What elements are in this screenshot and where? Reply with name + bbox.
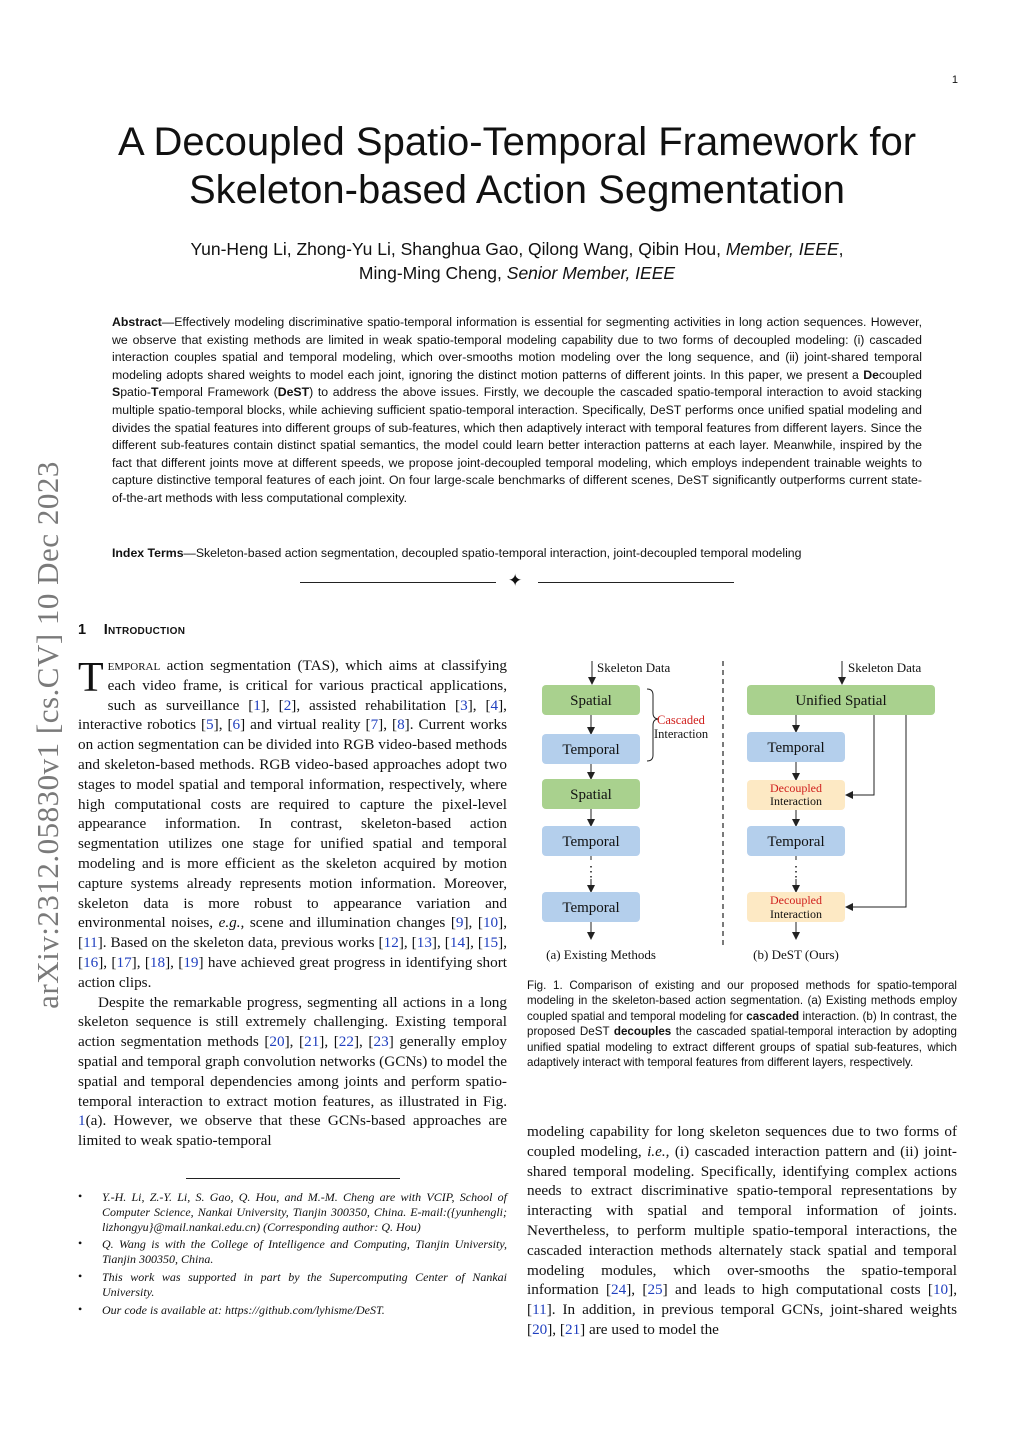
- abstract-name-part: emporal Framework (: [158, 385, 278, 400]
- author-list: Yun-Heng Li, Zhong-Yu Li, Shanghua Gao, Qilong Wang, Qibin Hou, Member, IEEE, Ming-Ming Cheng, Senior Member, IEEE: [190, 239, 844, 283]
- abstract-name-part: De: [863, 367, 879, 382]
- citation-link[interactable]: 10: [932, 1281, 949, 1299]
- cascaded-label-black: Interaction: [654, 727, 709, 741]
- authors-line-2: Ming-Ming Cheng,: [358, 263, 502, 283]
- emphasis-text: i.e.,: [647, 1142, 670, 1160]
- citation-link[interactable]: 1: [78, 1112, 86, 1130]
- citation-link[interactable]: 4: [490, 696, 499, 714]
- author-role-1: Member, IEEE: [725, 239, 839, 259]
- citation-link[interactable]: 7: [370, 716, 379, 734]
- citation-link[interactable]: 18: [149, 953, 166, 971]
- paper-title: [80, 118, 954, 214]
- index-text: —Skeleton-based action segmentation, decoupled spatio-temporal interaction, joint-decoupled temporal modeling: [183, 546, 802, 560]
- left-input-label: Skeleton Data: [597, 660, 671, 675]
- footnote: • Y.-H. Li, Z.-Y. Li, S. Gao, Q. Hou, and M.-M. Cheng are with VCIP, School of Computer Science, Nankai University, Tianjin 300350, China. E-mail:({yunhengli; lizhongyu}@mail.nankai.edu.cn) (Corresponding author: Q. Hou): [78, 1189, 507, 1234]
- citation-link[interactable]: 9: [455, 914, 464, 932]
- decoupled-label-red: Decoupled: [770, 781, 822, 795]
- section-title: Introduction: [103, 622, 186, 638]
- intro-paragraph-2: Despite the remarkable progress, segmenting all actions in a long skeleton sequence is still extremely challenging. Existing temporal action segmentation methods [20], [21], [22], [23] generally employ spatial and temporal graph convolution networks (GCNs) to model the spatial and temporal dependencies among joints and perform spatio-temporal interaction to extract motion features, as illustrated in Fig. 1(a). However, we observe that these GCNs-based approaches are limited to weak spatio-temporal: [78, 993, 507, 1150]
- bold-text: cascaded: [746, 1009, 800, 1023]
- intro-column-right: [527, 1122, 957, 1340]
- citation-link[interactable]: 15: [482, 934, 499, 952]
- right-ellipsis: ⋮: [789, 865, 803, 880]
- citation-link[interactable]: 25: [647, 1281, 663, 1299]
- citation-link[interactable]: 1: [253, 696, 261, 714]
- citation-link[interactable]: 20: [269, 1033, 285, 1051]
- citation-link[interactable]: 21: [304, 1033, 320, 1051]
- left-block-label: Temporal: [562, 742, 620, 758]
- index-terms: [112, 546, 922, 560]
- footnotes: [78, 1190, 507, 1320]
- citation-link[interactable]: 6: [232, 716, 241, 734]
- abstract-text-2: ) to address the above issues. Firstly, we decouple the cascaded spatio-temporal interaction to avoid stacking multiple spatio-temporal blocks, while achieving sufficient spatio-temporal interaction. Specifically, DeST performs once unified spatial modeling and divides the spatial features into different groups of sub-features, which then adaptively interact with temporal features from different layers. Since the different sub-features contain distinct spatial semantics, the model could learn better interaction patterns at each layer. Meanwhile, inspired by the fact that different joints move at different speeds, we propose joint-decoupled temporal modeling, which employs independent trainable weights to capture distinctive temporal features of each joint. On four large-scale benchmarks of different scenes, DeST significantly outperforms current state-of-the-art methods with less computational complexity.: [112, 385, 922, 505]
- footnote: • This work was supported in part by the Supercomputing Center of Nankai University.: [78, 1268, 507, 1299]
- section-divider: [300, 572, 734, 592]
- citation-link[interactable]: 24: [611, 1281, 627, 1299]
- citation-link[interactable]: 12: [383, 934, 399, 952]
- figure-1: [527, 655, 957, 970]
- left-block-label: Spatial: [570, 787, 612, 803]
- figure-1-caption: Fig. 1. Comparison of existing and our proposed methods for spatio-temporal modeling in the skeleton-based action segmentation. (a) Existing methods employ coupled spatial and temporal modeling for cascaded interaction. (b) In contrast, the proposed DeST decouples the cascaded spatial-temporal interaction by adopting unified spatial modeling to extract different groups of spatial sub-features, which adaptively interact with temporal features from different layers, respectively.: [527, 979, 958, 1070]
- right-column-paragraph: modeling capability for long skeleton sequences due to two forms of coupled modeling, i.e., (i) cascaded interaction pattern and (ii) joint-shared temporal modeling. Specifically, identifying complex actions needs to extract discriminative spatio-temporal representations by interacting with spatial and temporal information of joints. Nevertheless, to perform multiple spatio-temporal interactions, the cascaded interaction methods alternately stack spatial and temporal modeling modules, which over-smooths the spatio-temporal information [24], [25] and leads to high computational costs [10], [11]. In addition, in previous temporal GCNs, joint-shared weights [20], [21] are used to model the: [527, 1123, 957, 1338]
- caption-a: (a) Existing Methods: [546, 947, 656, 962]
- citation-link[interactable]: 13: [416, 934, 432, 952]
- intro-p1-text: action segmentation (TAS), which aims at classifying each video frame, is critical for various practical applications, such as surveillance [1], [2], assisted rehabilitation [3], [4], interactive robotics [5], [6] and virtual reality [7], [8]. Current works on action segmentation can be divided into RGB video-based methods and skeleton-based methods. RGB video-based approaches adopt two stages to model spatial and temporal information, respectively, where high computational costs are required to capture the pixel-level appearance information. In contrast, skeleton-based action segmentation utilizes one stage for unified spatial and temporal modeling and is more efficient as the skeleton acquired by motion capture systems already represents motion information. Moreover, skeleton data is more robust to appearance variation and environmental noises, e.g., scene and illumination changes [9], [10], [11]. Based on the skeleton data, previous works [12], [13], [14], [15], [16], [17], [18], [19] have achieved great progress in identifying short action clips.: [78, 657, 508, 991]
- left-ellipsis: ⋮: [584, 865, 598, 880]
- citation-link[interactable]: 19: [183, 953, 199, 971]
- citation-link[interactable]: 20: [532, 1320, 548, 1338]
- citation-link[interactable]: 22: [338, 1033, 354, 1051]
- section-heading: [78, 622, 185, 638]
- dropcap: T: [78, 655, 104, 701]
- citation-link[interactable]: 21: [564, 1320, 581, 1338]
- citation-link[interactable]: 16: [83, 953, 99, 971]
- divider-diamond-icon: ✦: [508, 571, 523, 590]
- intro-column-left: [78, 656, 507, 1151]
- right-temporal-label: Temporal: [767, 740, 825, 756]
- left-block-label: Temporal: [562, 834, 620, 850]
- footnote-text: Y.-H. Li, Z.-Y. Li, S. Gao, Q. Hou, and M.-M. Cheng are with VCIP, School of Computer Science, Nankai University, Tianjin 300350, China. E-mail:({yunhengli; lizhongyu}@mail.nankai.edu.cn) (Corresponding author: Q. Hou): [102, 1190, 507, 1234]
- right-temporal-label: Temporal: [767, 834, 825, 850]
- decoupled-label-black: Interaction: [770, 794, 822, 808]
- citation-link[interactable]: 23: [373, 1033, 389, 1051]
- citation-link[interactable]: 5: [206, 716, 214, 734]
- footnote-text: Our code is available at: https://github.com/lyhisme/DeST.: [102, 1302, 385, 1317]
- page-number: 1: [951, 74, 958, 86]
- footnote-text: Q. Wang is with the College of Intelligence and Computing, Tianjin University, Tianjin 300350, China.: [102, 1237, 507, 1267]
- footnote-text: This work was supported in part by the Supercomputing Center of Nankai University.: [102, 1269, 507, 1299]
- citation-link[interactable]: 10: [482, 914, 499, 932]
- citation-link[interactable]: 11: [532, 1301, 547, 1319]
- abstract-name-part: patio-: [120, 385, 151, 400]
- citation-link[interactable]: 8: [397, 716, 405, 734]
- unified-spatial-label: Unified Spatial: [795, 693, 887, 709]
- citation-link[interactable]: 17: [116, 953, 132, 971]
- footnote: • Q. Wang is with the College of Intelligence and Computing, Tianjin University, Tianjin 300350, China.: [78, 1236, 507, 1267]
- abstract-label: Abstract: [112, 315, 162, 329]
- arxiv-stamp: [28, 410, 68, 1060]
- citation-link[interactable]: 2: [283, 696, 292, 714]
- author-role-2: Senior Member, IEEE: [506, 263, 676, 283]
- title-line-1: A Decoupled Spatio-Temporal Framework for: [117, 120, 917, 164]
- right-input-label: Skeleton Data: [848, 660, 922, 675]
- abstract-text-1: —Effectively modeling discriminative spatio-temporal information is essential for segmenting activities in long action sequences. However, we observe that existing methods are limited in weak spatio-temporal modeling capability due to two forms of decoupled modeling: (i) cascaded interaction couples spatial and temporal modeling, which over-smooths motion modeling over the long sequence, and (ii) joint-shared temporal modeling adopts shared weights to model each joint, ignoring the distinct motion patterns of different joints. In this paper, we present a: [112, 315, 922, 382]
- authors-line-1: Yun-Heng Li, Zhong-Yu Li, Shanghua Gao, Qilong Wang, Qibin Hou,: [190, 239, 721, 259]
- intro-paragraph-1: [78, 656, 507, 993]
- section-number: 1: [78, 622, 87, 638]
- citation-link[interactable]: 11: [83, 934, 98, 952]
- emphasis-text: e.g.,: [218, 914, 245, 932]
- bold-text: decouples: [613, 1025, 672, 1039]
- left-block-label: Spatial: [570, 693, 612, 709]
- citation-link[interactable]: 14: [449, 934, 466, 952]
- cascaded-label-red: Cascaded: [657, 713, 705, 727]
- caption-b: (b) DeST (Ours): [753, 947, 839, 962]
- decoupled-label-black: Interaction: [770, 907, 822, 921]
- arxiv-id: arXiv:2312.05830v1 [cs.CV] 10 Dec 2023: [30, 461, 65, 1009]
- left-block-label: Temporal: [562, 900, 620, 916]
- citation-link[interactable]: 3: [460, 696, 468, 714]
- abstract-name-part: S: [112, 385, 121, 400]
- dropcap-smallcaps: emporal: [107, 657, 161, 674]
- title-line-2: Skeleton-based Action Segmentation: [189, 168, 845, 212]
- decoupled-label-red: Decoupled: [770, 893, 822, 907]
- abstract-name-part: coupled: [878, 367, 922, 382]
- abstract-acronym: DeST: [277, 385, 310, 400]
- abstract: [112, 314, 922, 508]
- footnote: • Our code is available at: https://github.com/lyhisme/DeST.: [78, 1301, 385, 1317]
- figure-1-diagram: [527, 655, 957, 970]
- footnote-rule: [186, 1178, 400, 1179]
- abstract-name-part: T: [150, 385, 159, 400]
- index-label: Index Terms: [112, 546, 184, 560]
